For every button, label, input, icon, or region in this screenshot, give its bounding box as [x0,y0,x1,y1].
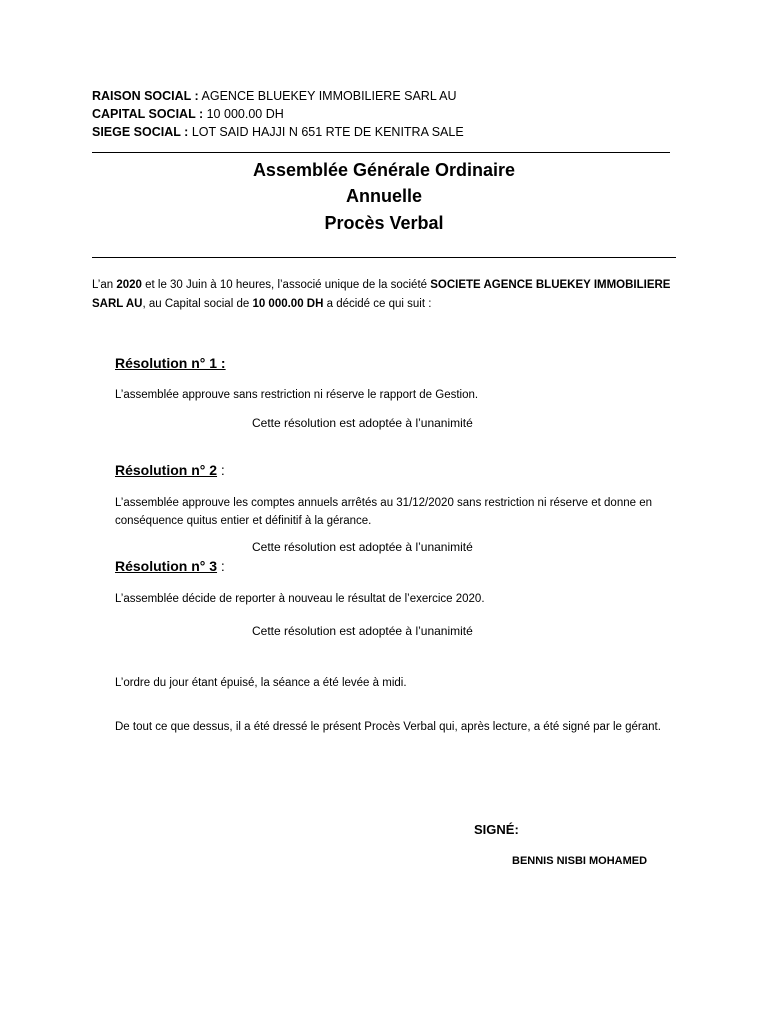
intro-company: SOCIETE AGENCE BLUEKEY IMMOBILIERE SARL AU [92,279,671,310]
resolution-1-adopted: Cette résolution est adoptée à l’unanimité [252,416,473,430]
intro-capital: 10 000.00 DH [252,298,324,310]
siege-social-value: LOT SAID HAJJI N 651 RTE DE KENITRA SALE [191,125,464,139]
resolution-2-title [115,462,225,478]
raison-social-line [92,87,456,105]
resolution-2-colon: : [217,462,225,478]
intro-text-4: a décidé ce qui suit : [323,298,432,310]
intro-paragraph [92,276,682,314]
title-line-3: Procès Verbal [324,213,444,233]
resolution-1-heading: Résolution n° 1 : [115,355,226,371]
closing-dresse-text: De tout ce que dessus, il a été dressé le présent Procès Verbal qui, après lecture, a été signé par le gérant. [115,721,661,733]
resolution-2-text: L’assemblée approuve les comptes annuels arrêtés au 31/12/2020 sans restriction ni réserve et donne en conséquence quitus entier et définitif à la gérance. [115,497,652,527]
siege-social-line [92,123,464,141]
resolution-3-adopted: Cette résolution est adoptée à l’unanimité [252,624,473,638]
title-divider [92,257,676,258]
capital-social-label: CAPITAL SOCIAL : [92,107,204,121]
title-line-1: Assemblée Générale Ordinaire [252,160,516,180]
raison-social-label: RAISON SOCIAL : [92,89,199,103]
resolution-1-text: L’assemblée approuve sans restriction ni réserve le rapport de Gestion. [115,389,479,401]
intro-text-2: et le 30 Juin à 10 heures, l’associé unique de la société [141,279,431,291]
resolution-2-heading: Résolution n° 2 [115,462,218,478]
resolution-2-adopted: Cette résolution est adoptée à l’unanimité [252,540,473,554]
resolution-3-heading: Résolution n° 3 [115,558,218,574]
resolution-1-title [115,355,226,371]
capital-social-line [92,105,284,123]
resolution-3-text: L’assemblée décide de reporter à nouveau le résultat de l’exercice 2020. [115,593,485,605]
title-line-2: Annuelle [345,186,422,206]
capital-social-value: 10 000.00 DH [206,107,284,121]
signature-label: SIGNÉ: [474,822,519,837]
raison-social-value: AGENCE BLUEKEY IMMOBILIERE SARL AU [201,89,457,103]
signatory-name: BENNIS NISBI MOHAMED [512,855,648,867]
intro-year: 2020 [116,279,142,291]
resolution-3-title [115,558,225,574]
closing-ordre-text: L’ordre du jour étant épuisé, la séance a été levée à midi. [115,677,407,689]
resolution-3-colon: : [217,558,225,574]
siege-social-label: SIEGE SOCIAL : [92,125,189,139]
intro-text-3: , au Capital social de [142,298,253,310]
intro-text-1: L’an [92,279,117,291]
header-divider [92,152,670,153]
